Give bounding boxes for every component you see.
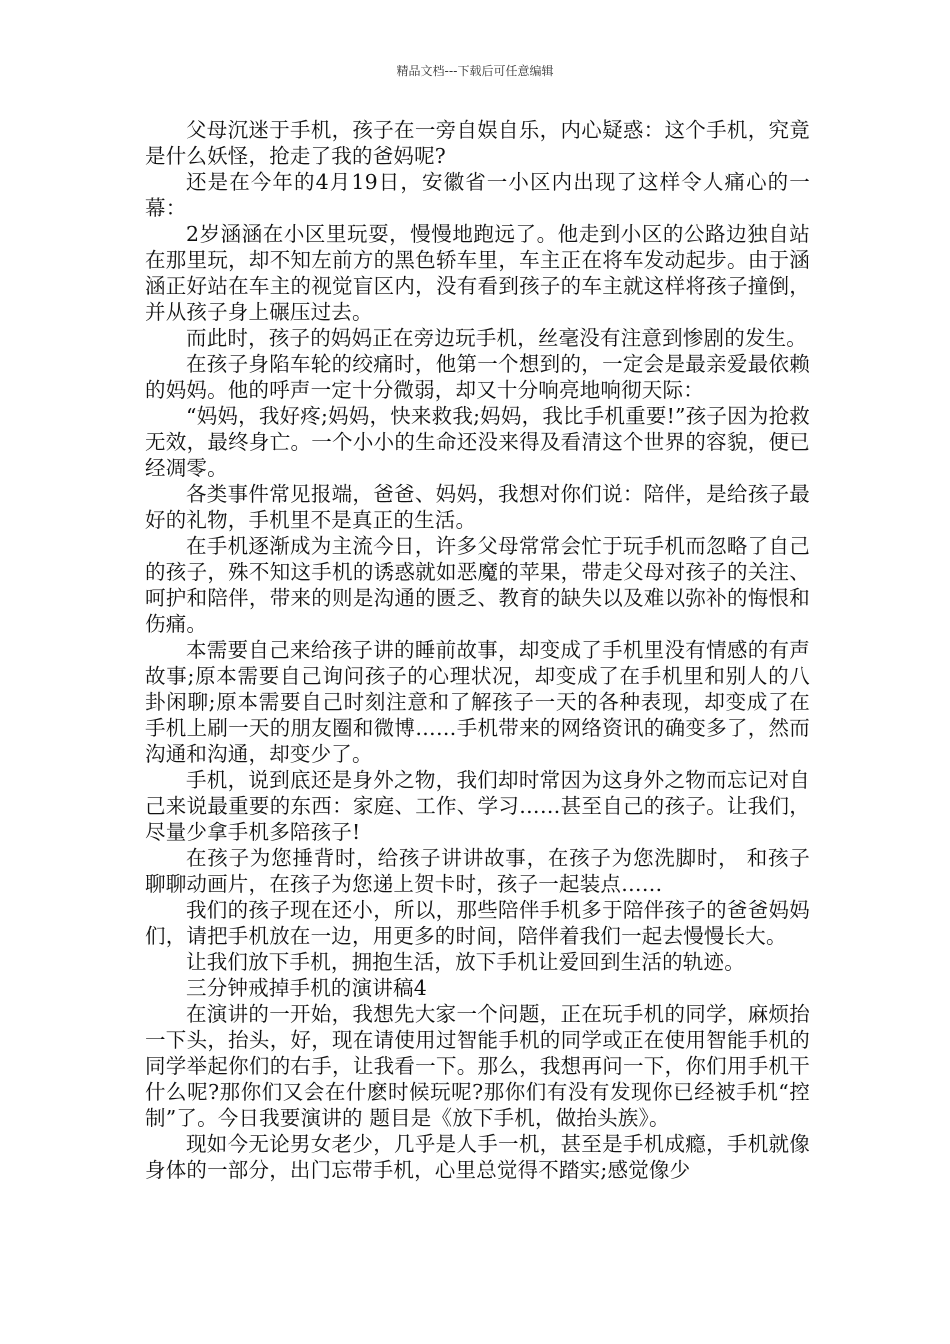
paragraph: 我们的孩子现在还小，所以，那些陪伴手机多于陪伴孩子的爸爸妈妈们，请把手机放在一边，用更多的时间，陪伴着我们一起去慢慢长大。 [145,898,810,948]
paragraph: 在演讲的一开始，我想先大家一个问题，正在玩手机的同学，麻烦抬一下头，抬头，好，现在请使用过智能手机的同学或正在使用智能手机的同学举起你们的右手，让我看一下。那么，我想再问一下，你们用手机干什么呢?那你们又会在什麽时候玩呢?那你们有没有发现你已经被手机“控制”了。今日我要演讲的 题目是《放下手机，做抬头族》。 [145,1002,810,1130]
document-body [145,117,810,1183]
section-heading: 三分钟戒掉手机的演讲稿4 [186,976,427,1000]
paragraph: 本需要自己来给孩子讲的睡前故事，却变成了手机里没有情感的有声故事;原本需要自己询问孩子的心理状况，却变成了在手机里和别人的八卦闲聊;原本需要自己时刻注意和了解孩子一天的各种表现，却变成了在手机上刷一天的朋友圈和微博……手机带来的网络资讯的确变多了，然而沟通和沟通，却变少了。 [145,638,810,766]
paragraph: 在孩子为您捶背时，给孩子讲讲故事，在孩子为您洗脚时， 和孩子聊聊动画片，在孩子为您递上贺卡时，孩子一起装点…… [145,846,810,896]
paragraph: 在手机逐渐成为主流今日，许多父母常常会忙于玩手机而忽略了自己的孩子，殊不知这手机的诱惑就如恶魔的苹果，带走父母对孩子的关注、呵护和陪伴，带来的则是沟通的匮乏、教育的缺失以及难以弥补的悔恨和伤痛。 [145,534,810,636]
paragraph: “妈妈，我好疼;妈妈，快来救我;妈妈，我比手机重要!”孩子因为抢救无效，最终身亡。一个小小的生命还没来得及看清这个世界的容貌，便已经凋零。 [145,404,810,480]
paragraph: 在孩子身陷车轮的绞痛时，他第一个想到的，一定会是最亲爱最依赖的妈妈。他的呼声一定十分微弱，却又十分响亮地响彻天际： [145,352,810,402]
paragraph: 2岁涵涵在小区里玩耍，慢慢地跑远了。他走到小区的公路边独自站在那里玩，却不知左前方的黑色轿车里，车主正在将车发动起步。由于涵涵正好站在车主的视觉盲区内，没有看到孩子的车主就这样将孩子撞倒，并从孩子身上碾压过去。 [145,222,810,324]
paragraph: 还是在今年的4月19日，安徽省一小区内出现了这样令人痛心的一幕： [145,170,810,220]
paragraph: 现如今无论男女老少，几乎是人手一机，甚至是手机成瘾，手机就像身体的一部分，出门忘带手机，心里总觉得不踏实;感觉像少 [145,1132,810,1182]
page-header: 精品文档---下载后可任意编辑 [396,64,554,78]
paragraph: 让我们放下手机，拥抱生活，放下手机让爱回到生活的轨迹。 [186,950,745,974]
paragraph: 手机，说到底还是身外之物，我们却时常因为这身外之物而忘记对自己来说最重要的东西：家庭、工作、学习……甚至自己的孩子。让我们，尽量少拿手机多陪孩子! [145,768,810,844]
paragraph: 父母沉迷于手机，孩子在一旁自娱自乐，内心疑惑：这个手机，究竟是什么妖怪，抢走了我的爸妈呢? [145,118,810,168]
paragraph: 各类事件常见报端，爸爸、妈妈，我想对你们说：陪伴，是给孩子最好的礼物，手机里不是真正的生活。 [145,482,810,532]
paragraph: 而此时，孩子的妈妈正在旁边玩手机，丝毫没有注意到惨剧的发生。 [186,326,807,350]
